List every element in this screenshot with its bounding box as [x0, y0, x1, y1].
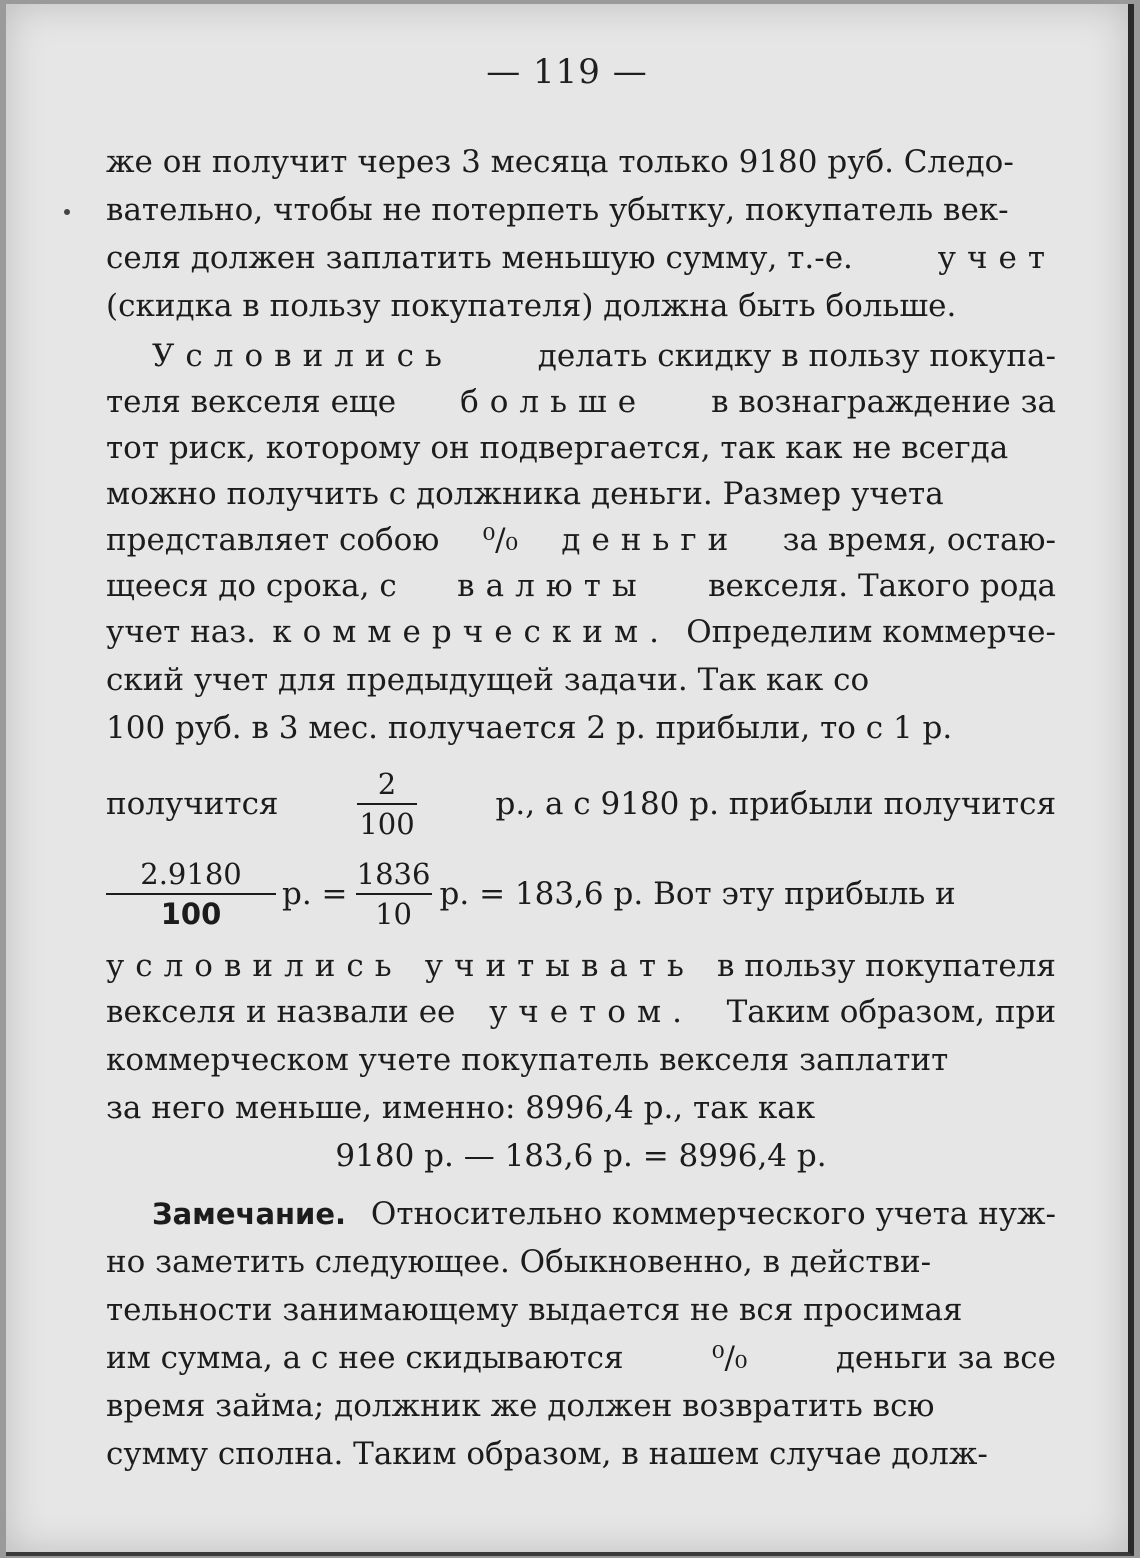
spaced-word: больше — [460, 384, 648, 420]
text-line — [106, 140, 1056, 184]
text-line — [106, 706, 1056, 750]
text-line-content: коммерческом учете покупатель векселя заплатит — [106, 1042, 949, 1078]
text-line — [106, 1384, 1056, 1428]
spaced-word: условились — [106, 948, 403, 984]
text-line — [106, 380, 1056, 424]
text-line-content: Относительно коммерческого учета нуж- — [370, 1196, 1056, 1232]
text-line — [152, 1192, 1056, 1236]
text-line — [106, 518, 1056, 562]
text-line-content: в пользу покупателя — [716, 948, 1056, 984]
page-number: — 119 — — [486, 52, 648, 92]
fraction-denominator: 100 — [359, 807, 415, 841]
text-line-content: р. = — [282, 876, 348, 912]
text-line-content: же он получит через 3 месяца только 9180 руб. Следо- — [106, 144, 1014, 180]
text-line-content: щееся до срока, с — [106, 568, 397, 604]
text-line — [106, 658, 1056, 702]
text-line-content: представляет собою — [106, 522, 440, 558]
spaced-word: коммерческим. — [272, 614, 670, 650]
text-line — [106, 284, 1056, 328]
text-line — [106, 188, 1056, 232]
text-line-content: сумму сполна. Таким образом, в нашем случае долж- — [106, 1436, 988, 1472]
text-line — [106, 1288, 1056, 1332]
fraction — [357, 765, 417, 843]
text-line-content: векселя. Такого рода — [708, 568, 1056, 604]
text-line-fraction — [106, 762, 1056, 846]
fraction — [356, 855, 432, 933]
text-line — [106, 1432, 1056, 1476]
text-line-content: селя должен заплатить меньшую сумму, т.-е. — [106, 240, 853, 276]
text-line-content: Определим коммерче- — [686, 614, 1056, 650]
text-line — [106, 1336, 1056, 1380]
text-line-content: время займа; должник же должен возвратить всю — [106, 1388, 935, 1424]
text-line — [106, 1240, 1056, 1284]
text-line — [106, 1086, 1056, 1130]
fraction-numerator: 1836 — [356, 857, 431, 891]
equation: 9180 р. — 183,6 р. = 8996,4 р. — [335, 1138, 827, 1174]
print-speck — [64, 209, 70, 215]
text-line — [152, 334, 1056, 378]
text-line-content: деньги за все — [835, 1340, 1056, 1376]
text-line — [106, 472, 1056, 516]
text-line-content: 100 руб. в 3 мес. получается 2 р. прибыли, то с 1 р. — [106, 710, 953, 746]
text-line-content: тельности занимающему выдается не вся просимая — [106, 1292, 963, 1328]
text-line-fraction — [106, 852, 1056, 936]
text-line-content: тот риск, которому он подвергается, так как не всегда — [106, 430, 1009, 466]
spaced-word: Условились — [152, 338, 453, 374]
spaced-word: учетом. — [489, 994, 693, 1030]
book-page — [6, 4, 1134, 1556]
text-line — [106, 426, 1056, 470]
text-line-content: можно получить с должника деньги. Размер учета — [106, 476, 944, 512]
text-line — [106, 944, 1056, 988]
text-line — [106, 990, 1056, 1034]
percent-sign: ⁰/₀ — [712, 1340, 748, 1376]
text-line-content: за него меньше, именно: 8996,4 р., так как — [106, 1090, 816, 1126]
text-line-content: учет наз. — [106, 614, 256, 650]
text-line-content: р. = 183,6 р. Вот эту прибыль и — [439, 876, 956, 912]
text-line-content: теля векселя еще — [106, 384, 397, 420]
text-line-content: ский учет для предыдущей задачи. Так как со — [106, 662, 870, 698]
text-line — [106, 564, 1056, 608]
text-line — [106, 236, 1056, 280]
spaced-word: учет — [937, 240, 1056, 276]
text-line — [106, 1038, 1056, 1082]
spaced-word: деньги — [561, 522, 740, 558]
text-line-content: (скидка в пользу покупателя) должна быть больше. — [106, 288, 957, 324]
percent-sign: ⁰/₀ — [482, 522, 518, 558]
text-line-content: в вознаграждение за — [711, 384, 1056, 420]
spaced-word: учитывать — [424, 948, 695, 984]
text-line-content: Таким образом, при — [726, 994, 1056, 1030]
text-line-content: но заметить следующее. Обыкновенно, в действи- — [106, 1244, 932, 1280]
fraction-denominator: 100 — [160, 897, 222, 931]
text-line — [106, 610, 1056, 654]
text-line-content: за время, остаю- — [782, 522, 1056, 558]
fraction-denominator: 10 — [375, 897, 412, 931]
fraction-numerator: 2.9180 — [140, 857, 242, 891]
fraction-numerator: 2 — [377, 767, 397, 801]
text-line-content: вательно, чтобы не потерпеть убытку, покупатель век- — [106, 192, 1009, 228]
text-line-content: векселя и назвали ее — [106, 994, 456, 1030]
spaced-word: валюты — [457, 568, 648, 604]
text-line-content: получится — [106, 786, 279, 822]
equation-line — [106, 1134, 1056, 1178]
remark-label: Замечание. — [152, 1197, 347, 1231]
fraction — [106, 855, 276, 933]
text-line-content: им сумма, а с нее скидываются — [106, 1340, 624, 1376]
text-line-content: делать скидку в пользу покупа- — [537, 338, 1056, 374]
text-line-content: р., а с 9180 р. прибыли получится — [495, 786, 1056, 822]
